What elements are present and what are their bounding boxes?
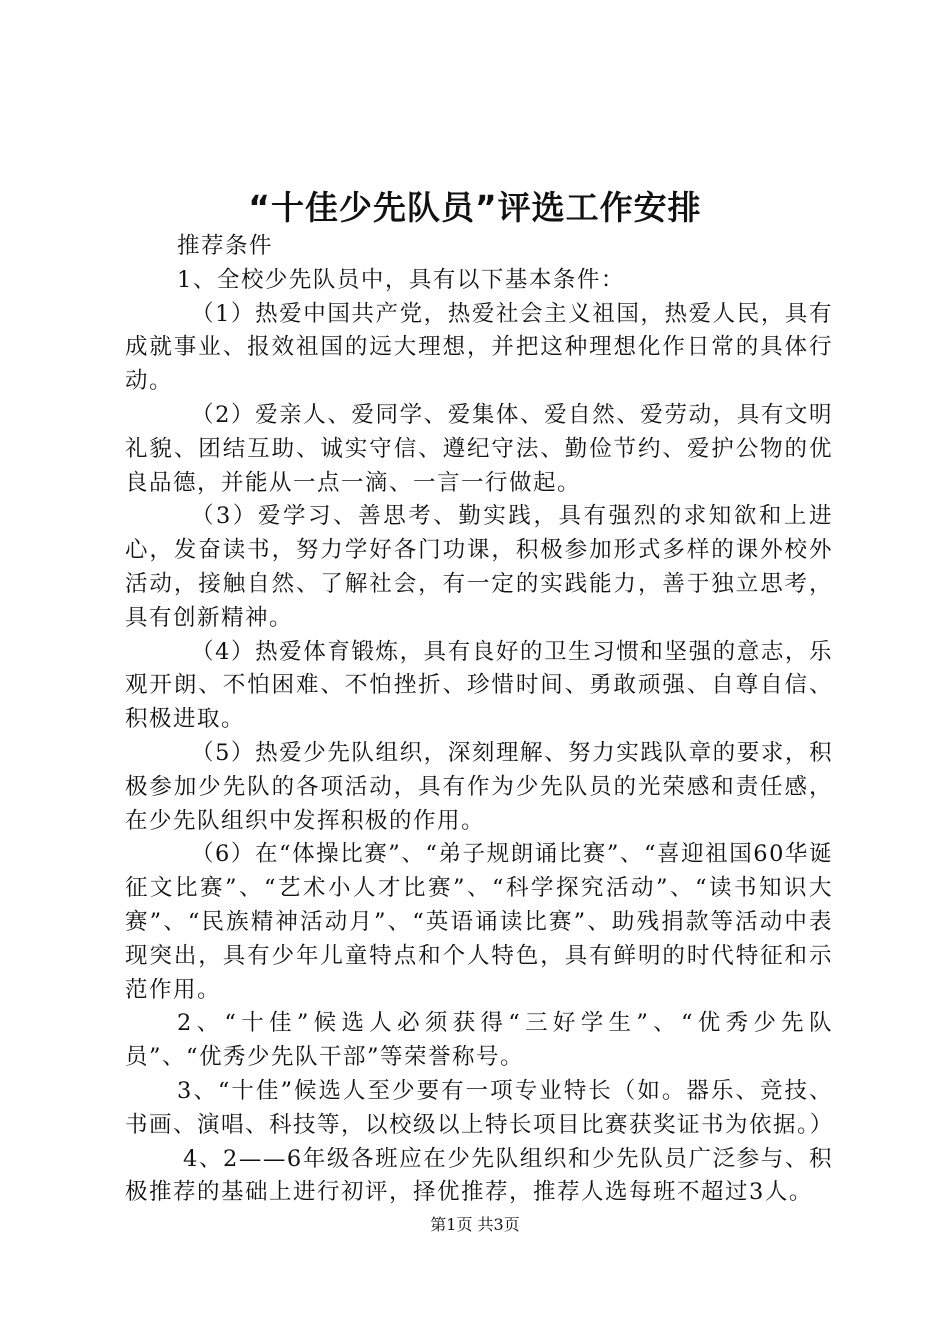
rule-4: 4、2——6年级各班应在少先队组织和少先队员广泛参与、积极推荐的基础上进行初评，择优推荐，推荐人选每班不超过3人。 <box>125 1145 833 1206</box>
condition-item-4: （4）热爱体育锻炼，具有良好的卫生习惯和坚强的意志，乐观开朗、不怕困难、不怕挫折、珍惜时间、勇敢顽强、自尊自信、积极进取。 <box>125 638 833 733</box>
document-body <box>125 230 833 1210</box>
rule-3: 3、“十佳”候选人至少要有一项专业特长（如。器乐、竞技、书画、演唱、科技等，以校级以上特长项目比赛获奖证书为依据。） <box>125 1077 834 1138</box>
condition-intro: 1、全校少先队员中，具有以下基本条件： <box>177 266 625 293</box>
document-title: “十佳少先队员”评选工作安排 <box>248 188 702 227</box>
condition-item-5: （5）热爱少先队组织，深刻理解、努力实践队章的要求，积极参加少先队的各项活动，具有作为少先队员的光荣感和责任感，在少先队组织中发挥积极的作用。 <box>125 739 833 834</box>
section-heading: 推荐条件 <box>177 233 274 259</box>
condition-item-3: （3）爱学习、善思考、勤实践，具有强烈的求知欲和上进心，发奋读书，努力学好各门功课，积极参加形式多样的课外校外活动，接触自然、了解社会，有一定的实践能力，善于独立思考，具有创新精神。 <box>125 503 833 631</box>
condition-item-2: （2）爱亲人、爱同学、爱集体、爱自然、爱劳动，具有文明礼貌、团结互助、诚实守信、遵纪守法、勤俭节约、爱护公物的优良品德，并能从一点一滴、一言一行做起。 <box>125 401 833 496</box>
condition-item-1: （1）热爱中国共产党，热爱社会主义祖国，热爱人民，具有成就事业、报效祖国的远大理想，并把这种理想化作日常的具体行动。 <box>125 300 833 395</box>
page-footer: 第1页 共3页 <box>430 1215 520 1234</box>
condition-item-6: （6）在“体操比赛”、“弟子规朗诵比赛”、“喜迎祖国60华诞征文比赛”、“艺术小人才比赛”、“科学探究活动”、“读书知识大赛”、“民族精神活动月”、“英语诵读比赛”、助残捐款等活动中表现突出，具有少年儿童特点和个人特色，具有鲜明的时代特征和示范作用。 <box>125 841 833 1003</box>
rule-2: 2、“十佳”候选人必须获得“三好学生”、“优秀少先队员”、“优秀少先队干部”等荣誉称号。 <box>125 1010 833 1071</box>
